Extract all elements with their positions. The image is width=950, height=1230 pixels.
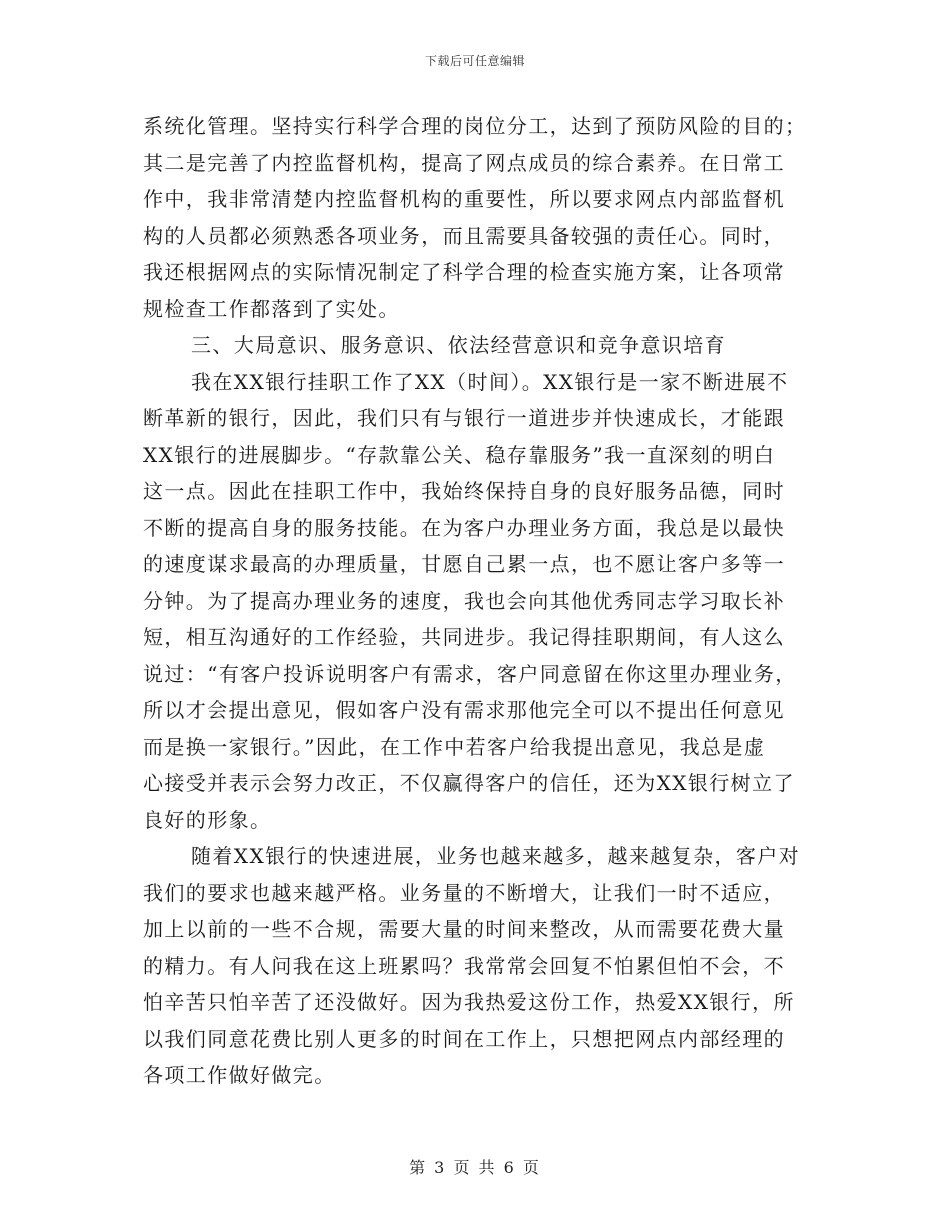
text-line: 短，相互沟通好的工作经验，共同进步。我记得挂职期间，有人这么 (143, 625, 785, 649)
text-line: 我在XX银行挂职工作了XX（时间）。XX银行是一家不断进展不 (191, 369, 789, 394)
text-line: 断革新的银行，因此，我们只有与银行一道进步并快速成长，才能跟 (143, 406, 785, 430)
text-line: 的精力。有人问我在这上班累吗？我常常会回复不怕累但怕不会，不 (143, 953, 785, 978)
text-line: 以我们同意花费比别人更多的时间在工作上，只想把网点内部经理的 (143, 1026, 785, 1051)
text-line: 各项工作做好做完。 (143, 1063, 336, 1087)
text-line: 说过：“有客户投诉说明客户有需求，客户同意留在你这里办理业务， (143, 661, 797, 686)
text-line: 系统化管理。坚持实行科学合理的岗位分工，达到了预防风险的目的； (143, 114, 807, 138)
text-line: 不断的提高自身的服务技能。在为客户办理业务方面，我总是以最快 (143, 515, 785, 540)
text-line: 我们的要求也越来越严格。业务量的不断增大，让我们一时不适应， (143, 880, 785, 905)
text-line: 怕辛苦只怕辛苦了还没做好。因为我热爱这份工作，热爱XX银行，所 (143, 990, 795, 1014)
text-line: XX银行的进展脚步。“存款靠公关、稳存靠服务”我一直深刻的明白 (143, 442, 776, 467)
text-line: 心接受并表示会努力改正，不仅赢得客户的信任，还为XX银行树立了 (143, 771, 795, 795)
text-line: 分钟。为了提高办理业务的速度，我也会向其他优秀同志学习取长补 (143, 588, 785, 613)
text-line: 构的人员都必须熟悉各项业务，而且需要具备较强的责任心。同时， (143, 223, 785, 248)
text-line: 我还根据网点的实际情况制定了科学合理的检查实施方案，让各项常 (143, 260, 785, 284)
text-line: 加上以前的一些不合规，需要大量的时间来整改，从而需要花费大量 (143, 917, 785, 941)
page-number-footer: 第 3 页 共 6 页 (409, 1158, 541, 1177)
section-heading: 三、大局意识、服务意识、依法经营意识和竞争意识培育 (191, 333, 726, 357)
text-line: 所以才会提出意见，假如客户没有需求那他完全可以不提出任何意见 (143, 698, 785, 722)
text-line: 规检查工作都落到了实处。 (143, 296, 400, 321)
header-note: 下载后可任意编辑 (424, 54, 525, 68)
text-line: 其二是完善了内控监督机构，提高了网点成员的综合素养。在日常工 (143, 150, 785, 175)
text-line: 这一点。因此在挂职工作中，我始终保持自身的良好服务品德，同时 (143, 479, 785, 503)
text-line: 良好的形象。 (143, 807, 272, 832)
body-text (143, 108, 807, 1094)
text-line: 的速度谋求最高的办理质量，甘愿自己累一点，也不愿让客户多等一 (143, 552, 785, 576)
text-line: 随着XX银行的快速进展，业务也越来越多，越来越复杂，客户对 (191, 844, 801, 868)
text-line: 作中，我非常清楚内控监督机构的重要性，所以要求网点内部监督机 (143, 187, 785, 211)
text-line: 而是换一家银行。”因此，在工作中若客户给我提出意见，我总是虚 (143, 734, 766, 759)
